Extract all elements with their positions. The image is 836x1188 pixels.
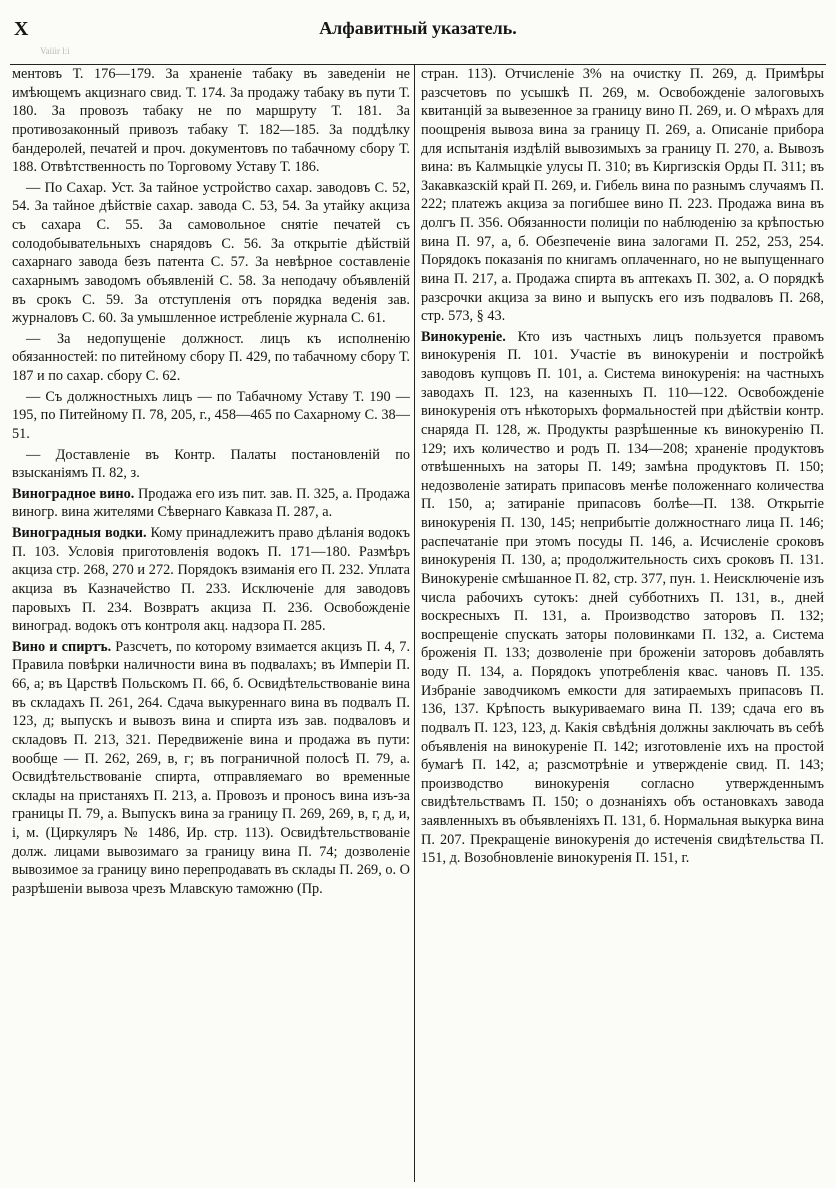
entry-heading: Виноградное вино. [12,485,135,502]
index-entry [12,485,410,522]
index-paragraph: стран. 113). Отчисленіе 3% на очистку П. 269, д. Примѣры разсчетовъ по усышкѣ П. 269, м. Освобожденіе залоговыхъ квитанцій за вывезенное за границу вино П. 269, и. О мѣрахъ для поощренія вывоза вина за границу П. 269, а. Описаніе прибора для испытанія издѣлій вывозимыхъ за границу П. 270, а. Вывозъ вина: въ Калмыцкіе улусы П. 310; въ Киргизскія Орды П. 311; въ Закавказскій край П. 269, и. Гибель вина по разнымъ случаямъ П. 222; платежъ акциза за погибшее вино П. 223. Продажа вина въ долгъ П. 356. Обязанности полиціи по наблюденію за крѣпостью вина П. 97, а, б. Обезпеченіе вина залогами П. 252, 253, 254. Порядокъ показанія по книгамъ оплаченнаго, но не выпущеннаго вина П. 217, а. Продажа спирта въ аптекахъ П. 302, а. О порядкѣ разсрочки акциза за вино и выпускъ его изъ подваловъ П. 268, стр. 573, § 43. [421,66,824,325]
index-paragraph: — Съ должностныхъ лицъ — по Табачному Уставу Т. 190 — 195, по Питейному П. 78, 205, г., 458—465 по Сахарному С. 38—51. [12,388,410,442]
entry-heading: Винокуреніе. [421,328,506,345]
page-title: Алфавитный указатель. [319,18,517,38]
index-entry [12,638,410,899]
column-divider [414,64,415,1182]
index-paragraph: — По Сахар. Уст. За тайное устройство сахар. заводовъ С. 52, 54. За тайное дѣйствіе сахар. завода С. 53, 54. За утайку акциза съ сахара С. 55. За самовольное снятіе печатей съ солодобывательныхъ снарядовъ С. 56. За открытіе дѣйствій сахарнаго завода безъ патента С. 57. За невѣрное составленіе сахарнымъ заводомъ объявленій С. 58. За неподачу объявленій въ срокъ С. 59. За отступленія отъ порядка веденія зав. журналовъ С. 60. За умышленное истребленіе журнала С. 61. [12,179,410,327]
index-entry [12,524,410,636]
index-paragraph: — Доставленіе въ Контр. Палаты постановленій по взысканіямъ П. 82, з. [12,446,410,482]
index-paragraph: ментовъ Т. 176—179. За храненіе табаку въ заведеніи не имѣющемъ акцизнаго свид. Т. 174. За продажу табаку въ пути Т. 180. За провозъ табаку не по маршруту Т. 181. За противозаконный привозъ табаку Т. 182—185. За поддѣлку бандеролей, печатей и проч. документовъ по табачному сбору Т. 188. Отвѣтственность по Торговому Уставу Т. 186. [12,66,410,176]
right-column [421,65,824,1188]
page-number: X [14,18,30,40]
left-column [12,65,410,1188]
entry-text: Разсчетъ, по которому взимается акцизъ П. 4, 7. Правила повѣрки наличности вина въ подвалахъ; въ Имперіи П. 66, а; въ Царствѣ Польскомъ П. 66, б. Освидѣтельствованіе вина въ складахъ П. 261, 264. Сдача выкуреннаго вина въ подвалъ П. 123, д; выпускъ и вывозъ вина и спирта изъ зав. подваловъ и складовъ П. 213, 321. Передвиженіе вина и продажа въ пути: вообще — П. 262, 269, в, г; въ пограничной полосѣ П. 79, а. Освидѣтельствованіе спирта, отправляемаго во временные склады на пристаняхъ П. 213, а. Провозъ и проносъ вина изъ-за границы П. 79, а. Выпускъ вина за границу П. 269, 269, в, г, д, и, і, м. (Циркуляръ № 1486, Ир. стр. 113). Освидѣтельствованіе долж. лицами вывозимаго за границу вина П. 74; дозволеніе вывозимое за границу вино перепродавать въ склады П. 269, о. О разрѣшеніи вывоза чрезъ Млавскую таможню (Пр. [12,638,410,897]
library-stamp: Vaiiir l:i [40,46,70,56]
entry-heading: Виноградныя водки. [12,525,147,541]
entry-text: Кому принадлежитъ право дѣланія водокъ П. 103. Условія приготовленія водокъ П. 171—180. Размѣръ акциза стр. 268, 270 и 272. Порядокъ взиманія его П. 232. Уплата акциза въ Казначейство П. 233. Исключеніе для заводовъ паровыхъ П. 234. Возвратъ акциза П. 236. Освобожденіе виноград. водокъ отъ контроля акц. надзора П. 285. [12,525,410,635]
entry-text: Кто изъ частныхъ лицъ пользуется правомъ винокуренія П. 101. Участіе въ винокуреніи и постройкѣ заводовъ купцовъ П. 101, а. Система винокуренія: на частныхъ заводахъ П. 123, на казенныхъ П. 110—122. Освобожденіе винокуренія отъ нѣкоторыхъ формальностей при дѣйствіи контр. снаряда П. 128, ж. Продукты разрѣшенные къ винокуренію П. 129; ихъ количество и родъ П. 134—208; храненіе продуктовъ отвѣшенныхъ на заторы П. 149; замѣна продуктовъ П. 150; недозволеніе затирать припасовъ менѣе положеннаго количества П. 150, а; затираніе припасовъ болѣе—П. 138. Открытіе винокуренія П. 130, 145; неприбытіе должностнаго лица П. 146; распечатаніе при этомъ посуды П. 146, а. Исчисленіе сроковъ винокуренія П. 130, а; продолжительность сихъ сроковъ П. 131. Винокуреніе смѣшанное П. 82, стр. 377, пун. 1. Неисключеніе изъ числа рабочихъ сутокъ: дней субботнихъ П. 131, в., дней воскресныхъ П. 131, а. Производство заторовъ П. 132; воспрещеніе спускать заторы половинками П. 132, а. Система броженія П. 133; дозволеніе при броженіи заторовъ добавлять воду П. 134, а. Порядокъ употребленія квас. чановъ П. 135. Избраніе заводчикомъ емкости для затираемыхъ припасовъ П. 136, 137. Крѣпость выкуриваемаго вина П. 139; сдача его въ подвалъ П. 123, 123, д. Какія свѣдѣнія должны заключать въ себѣ объявленія на винокуреніе П. 142; изготовленіе ихъ на простой бумагѣ П. 142, а; разсмотрѣніе и утвержденіе свид. П. 143; производство винокуренія согласно утвержденнымъ свидѣтельствамъ П. 150; о дознаніяхъ объ остановкахъ завода заявленныхъ въ объявленіяхъ П. 131, б. Нормальная выкурка вина П. 207. Прекращеніе винокуренія до истеченія свидѣтельства П. 151, д. Возобновленіе винокуренія П. 151, г. [421,328,824,867]
entry-heading: Вино и спиртъ. [12,638,112,655]
index-paragraph: — За недопущеніе должност. лицъ къ исполненію обязанностей: по питейному сбору П. 429, по табачному сбору Т. 187 и по сахар. сбору С. 62. [12,330,410,384]
index-entry [421,328,824,868]
entry-text: Продажа его изъ пит. зав. П. 325, а. Продажа виногр. вина жителями Сѣвернаго Кавказа П. 287, а. [12,485,410,521]
running-header [0,0,836,56]
